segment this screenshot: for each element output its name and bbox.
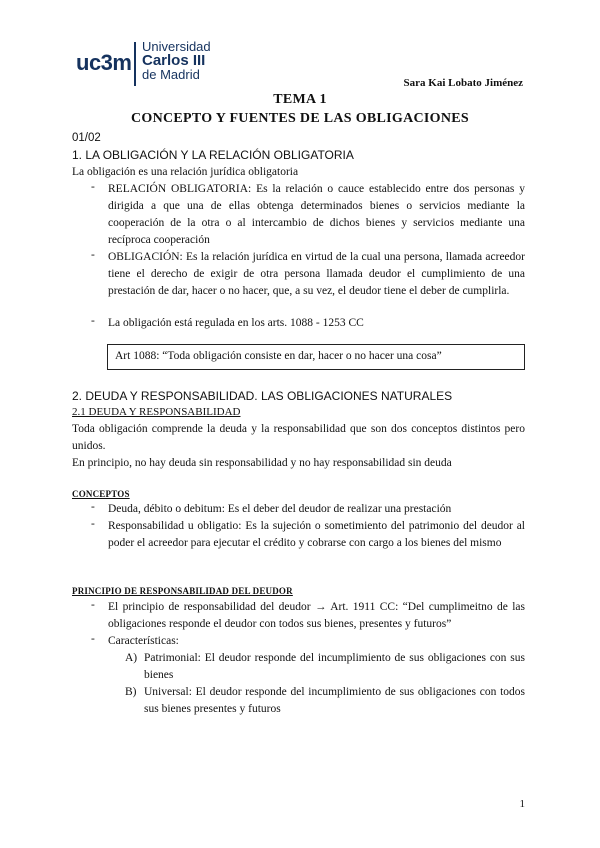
- logo-mark: uc3m: [76, 50, 132, 75]
- bullet-dash: -: [91, 315, 95, 327]
- caracteristica-patrimonial: Patrimonial: El deudor responde del incumplimiento de sus obligaciones con sus bienes: [144, 652, 525, 681]
- topic-subtitle: CONCEPTO Y FUENTES DE LAS OBLIGACIONES: [130, 111, 469, 126]
- caracteristicas-label: Características:: [108, 635, 179, 647]
- bullet-dash: -: [91, 249, 95, 261]
- date-label: 01/02: [72, 132, 101, 144]
- logo-line-3: de Madrid: [142, 67, 200, 82]
- bullet-obligacion: OBLIGACIÓN: Es la relación jurídica en virtud de la cual una persona, llamada acreedor tiene el derecho de exigir de otra persona llamada deudor el cumplimiento de una prestación de dar, hacer o no hacer, que, a su vez, el deudor tiene el deber de cumplirla.: [108, 251, 525, 297]
- section-1-intro: La obligación es una relación jurídica obligatoria: [72, 166, 299, 178]
- bullet-dash: -: [91, 518, 95, 530]
- concepto-deuda: Deuda, débito o debitum: Es el deber del deudor de realizar una prestación: [108, 503, 452, 515]
- logo-line-2: Carlos III: [142, 52, 206, 69]
- caracteristica-marker: A): [125, 652, 138, 664]
- bullet-dash: -: [91, 599, 95, 611]
- principio-bullet: El principio de responsabilidad del deudor → Art. 1911 CC: “Del cumplimeitno de las obligaciones responde el deudor con todos sus bienes, presentes y futuros”: [108, 601, 525, 630]
- bullet-dash: -: [91, 181, 95, 193]
- quote-box: [107, 344, 525, 370]
- section-2-paragraph-2: En principio, no hay deuda sin responsabilidad y no hay responsabilidad sin deuda: [72, 457, 452, 469]
- principio-label: PRINCIPIO DE RESPONSABILIDAD DEL DEUDOR: [72, 586, 293, 596]
- author-name: Sara Kai Lobato Jiménez: [403, 77, 523, 89]
- logo-line-1: Universidad: [142, 39, 211, 54]
- caracteristica-marker: B): [125, 686, 137, 698]
- logo-text: [142, 40, 211, 82]
- bullet-regulacion: La obligación está regulada en los arts. 1088 - 1253 CC: [108, 317, 364, 329]
- concepto-responsabilidad: Responsabilidad u obligatio: Es la sujeción o sometimiento del patrimonio del deudor al poder el acreedor para ejecutar el crédito y cobrarse con cargo a los bienes del mismo: [108, 520, 525, 549]
- bullet-relacion-obligatoria: RELACIÓN OBLIGATORIA: Es la relación o cauce establecido entre dos personas y dirigida a que una de ellas obtenga determinados bienes o servicios mediante la cooperación de la otra o al intercambio de dichos bienes y servicios mediante una recíproca cooperación: [108, 183, 525, 246]
- bullet-dash: -: [91, 501, 95, 513]
- quote-text: Art 1088: “Toda obligación consiste en dar, hacer o no hacer una cosa”: [115, 350, 442, 362]
- topic-title: TEMA 1: [273, 92, 327, 107]
- section-2-paragraph-1: Toda obligación comprende la deuda y la responsabilidad que son dos conceptos distintos pero unidos.: [72, 423, 525, 452]
- logo-divider: [134, 42, 136, 86]
- caracteristica-universal: Universal: El deudor responde del incumplimiento de sus obligaciones con todos sus bienes presentes y futuros: [144, 686, 525, 715]
- page-number: 1: [519, 798, 525, 810]
- section-1-heading: 1. LA OBLIGACIÓN Y LA RELACIÓN OBLIGATORIA: [72, 148, 354, 162]
- bullet-dash: -: [91, 633, 95, 645]
- conceptos-label: CONCEPTOS: [72, 489, 130, 499]
- section-2-1-heading: 2.1 DEUDA Y RESPONSABILIDAD: [72, 406, 241, 418]
- section-2-heading: 2. DEUDA Y RESPONSABILIDAD. LAS OBLIGACIONES NATURALES: [72, 389, 453, 403]
